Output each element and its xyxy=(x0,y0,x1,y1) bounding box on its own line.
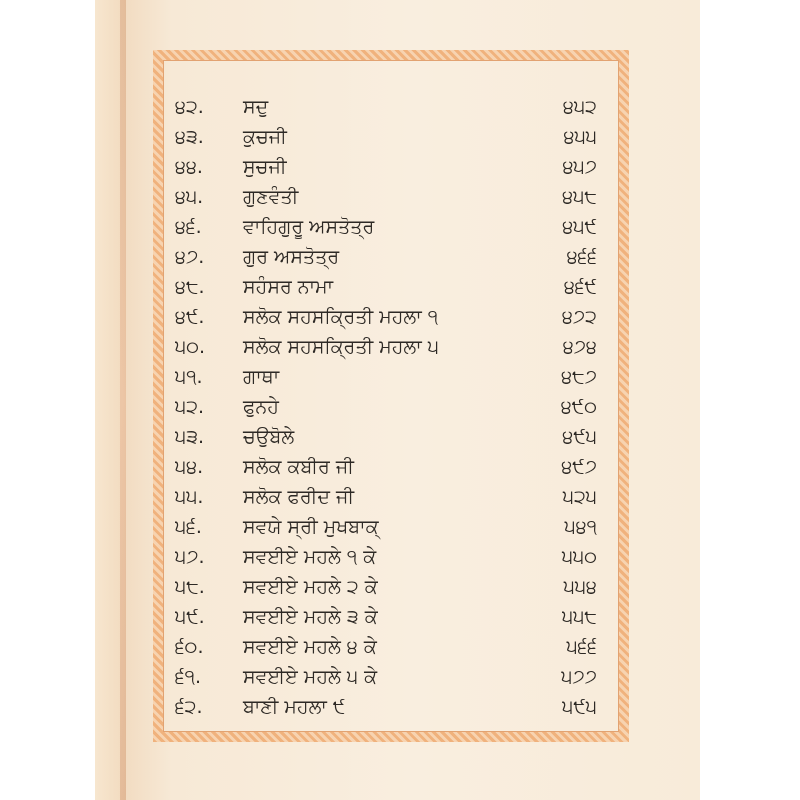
entry-number: ੬੧. xyxy=(175,666,202,688)
entry-page: ੫੯੫ xyxy=(562,696,597,718)
background xyxy=(700,0,800,800)
entry-page: ੪੫੭ xyxy=(562,156,597,178)
entry-number: ੪੨. xyxy=(175,96,204,118)
entry-page: ੪੯੦ xyxy=(560,396,597,418)
entry-page: ੪੫੨ xyxy=(563,96,597,118)
toc-row xyxy=(175,482,605,512)
entry-title: ਸਵਈਏ ਮਹਲੇ ੫ ਕੇ xyxy=(243,666,378,688)
entry-page: ੫੭੭ xyxy=(561,666,597,688)
toc-row xyxy=(175,422,605,452)
entry-page: ੫੬੬ xyxy=(566,636,597,658)
entry-title: ਸਦੁ xyxy=(243,96,269,118)
entry-title: ਗੁਣਵੰਤੀ xyxy=(243,186,299,208)
entry-page: ੫੫੮ xyxy=(562,606,597,628)
toc-row xyxy=(175,362,605,392)
entry-title: ਬਾਣੀ ਮਹਲਾ ੯ xyxy=(243,696,346,718)
entry-title: ਕੁਚਜੀ xyxy=(243,126,287,148)
entry-page: ੪੫੮ xyxy=(562,186,597,208)
entry-title: ਸਵਈਏ ਮਹਲੇ ੩ ਕੇ xyxy=(243,606,378,628)
entry-title: ਫੁਨਹੇ xyxy=(243,396,279,418)
entry-page: ੪੯੫ xyxy=(562,426,597,448)
toc-row xyxy=(175,692,605,722)
toc-row xyxy=(175,152,605,182)
entry-number: ੫੯. xyxy=(175,606,205,628)
entry-page: ੫੫੪ xyxy=(563,576,597,598)
toc-row xyxy=(175,332,605,362)
entry-title: ਸਲੋਕ ਸਹਸਕ੍ਰਿਤੀ ਮਹਲਾ ੫ xyxy=(243,336,439,358)
toc-row xyxy=(175,122,605,152)
entry-page: ੫੨੫ xyxy=(562,486,597,508)
entry-title: ਸੁਚਜੀ xyxy=(243,156,287,178)
entry-page: ੪੫੫ xyxy=(563,126,597,148)
entry-title: ਸਲੋਕ ਕਬੀਰ ਜੀ xyxy=(243,456,354,478)
entry-number: ੫੭. xyxy=(175,546,205,568)
entry-title: ਸਲੋਕ ਸਹਸਕ੍ਰਿਤੀ ਮਹਲਾ ੧ xyxy=(243,306,439,328)
entry-number: ੫੪. xyxy=(175,456,204,478)
entry-title: ਗਾਥਾ xyxy=(243,366,280,388)
entry-number: ੫੬. xyxy=(175,516,202,538)
entry-number: ੬੨. xyxy=(175,696,203,718)
toc-row xyxy=(175,242,605,272)
entry-page: ੪੭੪ xyxy=(562,336,597,358)
entry-page: ੪੯੭ xyxy=(561,456,597,478)
entry-number: ੫੩. xyxy=(175,426,205,448)
entry-number: ੫੨. xyxy=(175,396,205,418)
entry-page: ੪੬੯ xyxy=(563,276,597,298)
entry-page: ੪੫੯ xyxy=(562,216,597,238)
entry-page: ੫੪੧ xyxy=(564,516,597,538)
entry-title: ਸਲੋਕ ਫਰੀਦ ਜੀ xyxy=(243,486,355,508)
toc-row xyxy=(175,182,605,212)
entry-page: ੪੭੨ xyxy=(561,306,597,328)
entry-title: ਸਵਈਏ ਮਹਲੇ ੪ ਕੇ xyxy=(243,636,377,658)
toc-row xyxy=(175,452,605,482)
toc-row xyxy=(175,302,605,332)
entry-page: ੪੬੬ xyxy=(566,246,597,268)
entry-title: ਸਵਯੇ ਸ੍ਰੀ ਮੁਖਬਾਕ੍ xyxy=(243,516,379,538)
toc-row xyxy=(175,602,605,632)
entry-title: ਸਵਈਏ ਮਹਲੇ ੨ ਕੇ xyxy=(243,576,378,598)
entry-number: ੫੦. xyxy=(175,336,205,358)
entry-number: ੪੩. xyxy=(175,126,204,148)
toc-row xyxy=(175,272,605,302)
toc-row xyxy=(175,662,605,692)
entry-title: ਸਹੰਸਰ ਨਾਮਾ xyxy=(243,276,334,298)
entry-number: ੪੯. xyxy=(175,306,205,328)
entry-title: ਸਵਈਏ ਮਹਲੇ ੧ ਕੇ xyxy=(243,546,377,568)
toc-row xyxy=(175,512,605,542)
entry-number: ੫੮. xyxy=(175,576,205,598)
entry-number: ੫੧. xyxy=(175,366,203,388)
toc-row xyxy=(175,572,605,602)
toc-row xyxy=(175,632,605,662)
entry-page: ੪੮੭ xyxy=(561,366,597,388)
entry-number: ੪੫. xyxy=(175,186,204,208)
entry-title: ਚਉਬੋਲੇ xyxy=(243,426,295,448)
toc-row xyxy=(175,542,605,572)
toc-row xyxy=(175,212,605,242)
entry-number: ੪੭. xyxy=(175,246,205,268)
toc-row xyxy=(175,92,605,122)
entry-number: ੪੪. xyxy=(175,156,203,178)
toc-row xyxy=(175,392,605,422)
entry-title: ਵਾਹਿਗੁਰੂ ਅਸਤੋਤ੍ਰ xyxy=(243,216,375,238)
entry-number: ੬੦. xyxy=(175,636,204,658)
entry-number: ੪੮. xyxy=(175,276,205,298)
entry-page: ੫੫੦ xyxy=(561,546,597,568)
entry-number: ੫੫. xyxy=(175,486,204,508)
entry-number: ੪੬. xyxy=(175,216,202,238)
entry-title: ਗੁਰ ਅਸਤੋਤ੍ਰ xyxy=(243,246,340,268)
